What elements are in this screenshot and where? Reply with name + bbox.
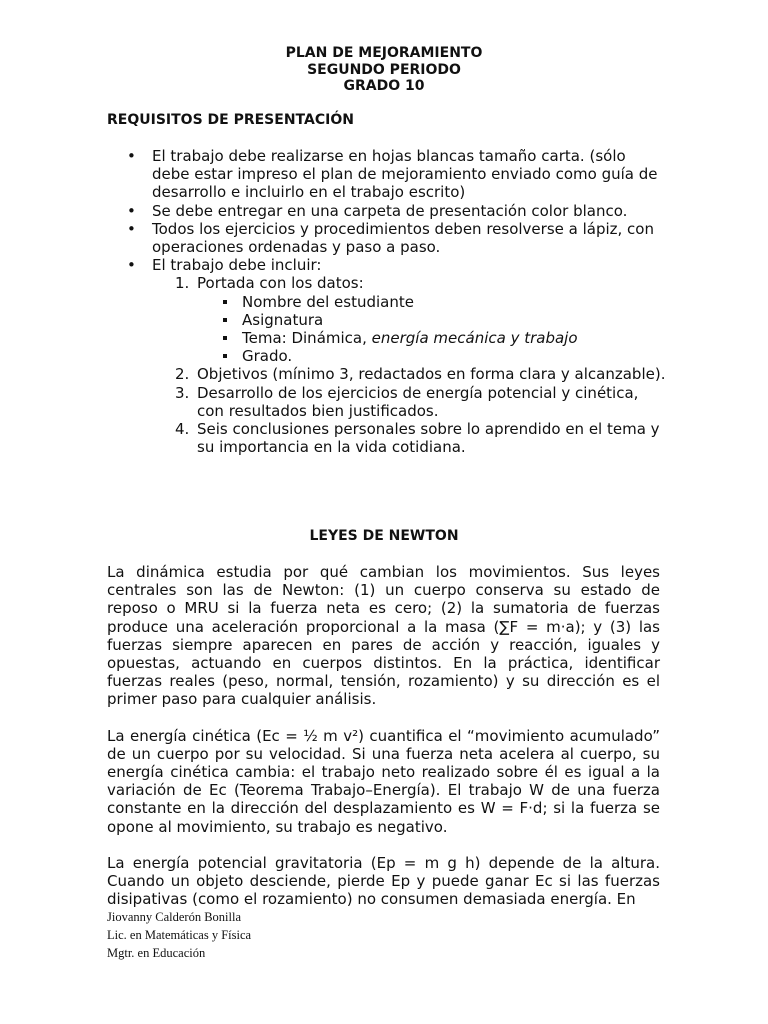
- author-name: Jiovanny Calderón Bonilla: [107, 910, 242, 924]
- cover-data-item: [197, 293, 667, 311]
- include-text: Desarrollo de los ejercicios de energía potencial y cinética, con resultados bien justificados.: [197, 383, 639, 420]
- include-text: Seis conclusiones personales sobre lo aprendido en el tema y su importancia en la vida cotidiana.: [197, 420, 660, 457]
- requirement-text: El trabajo debe realizarse en hojas blancas tamaño carta. (sólo debe estar impreso el plan de mejoramiento enviado como guía de desarrollo e incluirlo en el trabajo escrito): [152, 147, 658, 202]
- requirements-heading: REQUISITOS DE PRESENTACIÓN: [107, 112, 354, 128]
- include-item: [152, 420, 667, 456]
- cover-data-list: [197, 293, 667, 366]
- bullet-icon: •: [127, 256, 136, 275]
- author-degree: Lic. en Matemáticas y Física: [107, 928, 252, 942]
- square-bullet-icon: [223, 318, 227, 322]
- header-title: PLAN DE MEJORAMIENTO: [285, 45, 483, 61]
- paragraph: La energía cinética (Ec = ½ m v²) cuantifica el “movimiento acumulado” de un cuerpo por su velocidad. Si una fuerza neta acelera al cuerpo, su energía cinética cambia: el trabajo neto realizado sobre él es igual a la variación de Ec (Teorema Trabajo–Energía). El trabajo W de una fuerza constante en la dirección del desplazamiento es W = F·d; si la fuerza se opone al movimiento, su trabajo es negativo.: [107, 726, 660, 836]
- author-masters: Mgtr. en Educación: [107, 946, 206, 960]
- cover-data-text: Grado.: [242, 347, 293, 366]
- section-heading: LEYES DE NEWTON: [309, 528, 459, 544]
- include-item: [152, 365, 667, 383]
- requirement-item: [107, 202, 667, 220]
- square-bullet-icon: [223, 354, 227, 358]
- section-body: [107, 563, 660, 907]
- requirement-item: [107, 147, 667, 202]
- header-period: SEGUNDO PERIODO: [307, 61, 461, 78]
- tema-italic: energía mecánica y trabajo: [371, 329, 578, 348]
- requirements-list: [107, 147, 667, 456]
- cover-data-item: [197, 347, 667, 365]
- include-text: Portada con los datos:: [197, 274, 364, 293]
- bullet-icon: •: [127, 147, 136, 165]
- paragraph: La dinámica estudia por qué cambian los movimientos. Sus leyes centrales son las de Newton: (1) un cuerpo conserva su estado de reposo o MRU si la fuerza neta es cero; (2) la sumatoria de fuerzas produce una aceleración proporcional a la masa (∑F = m·a); y (3) las fuerzas siempre aparecen en pares de acción y reacción, iguales y opuestas, actuando en cuerpos distintos. En la práctica, identificar fuerzas reales (peso, normal, tensión, rozamiento) y su dirección es el primer paso para cualquier análisis.: [107, 563, 660, 709]
- paragraph: La energía potencial gravitatoria (Ep = m g h) depende de la altura. Cuando un objeto desciende, pierde Ep y puede ganar Ec si las fuerzas disipativas (como el rozamiento) no consumen demasiada energía. En: [107, 853, 660, 907]
- include-text: Objetivos (mínimo 3, redactados en forma clara y alcanzable).: [197, 365, 666, 384]
- cover-data-text: Nombre del estudiante: [242, 292, 414, 311]
- include-item: [152, 274, 667, 365]
- square-bullet-icon: [223, 300, 227, 304]
- include-number: 2.: [175, 365, 190, 384]
- header-grade: GRADO 10: [343, 78, 425, 94]
- include-item: [152, 384, 667, 420]
- author-footer: [107, 908, 251, 962]
- tema-prefix: Tema: Dinámica,: [242, 329, 372, 348]
- bullet-icon: •: [127, 219, 136, 238]
- document-header: [0, 45, 768, 95]
- requirement-item: [107, 220, 667, 256]
- requirement-item: [107, 256, 667, 456]
- include-list: [152, 274, 667, 456]
- cover-data-item: [197, 311, 667, 329]
- requirement-text: El trabajo debe incluir:: [152, 256, 322, 275]
- square-bullet-icon: [223, 336, 227, 340]
- include-number: 4.: [175, 420, 190, 439]
- include-number: 1.: [175, 274, 190, 293]
- requirement-text: Se debe entregar en una carpeta de presentación color blanco.: [152, 201, 628, 220]
- requirement-text: Todos los ejercicios y procedimientos deben resolverse a lápiz, con operaciones ordenadas y paso a paso.: [152, 219, 654, 257]
- cover-data-text: Asignatura: [242, 310, 324, 329]
- bullet-icon: •: [127, 201, 136, 220]
- section-body-clip: [0, 563, 768, 907]
- cover-data-item: [197, 329, 667, 347]
- include-number: 3.: [175, 383, 190, 402]
